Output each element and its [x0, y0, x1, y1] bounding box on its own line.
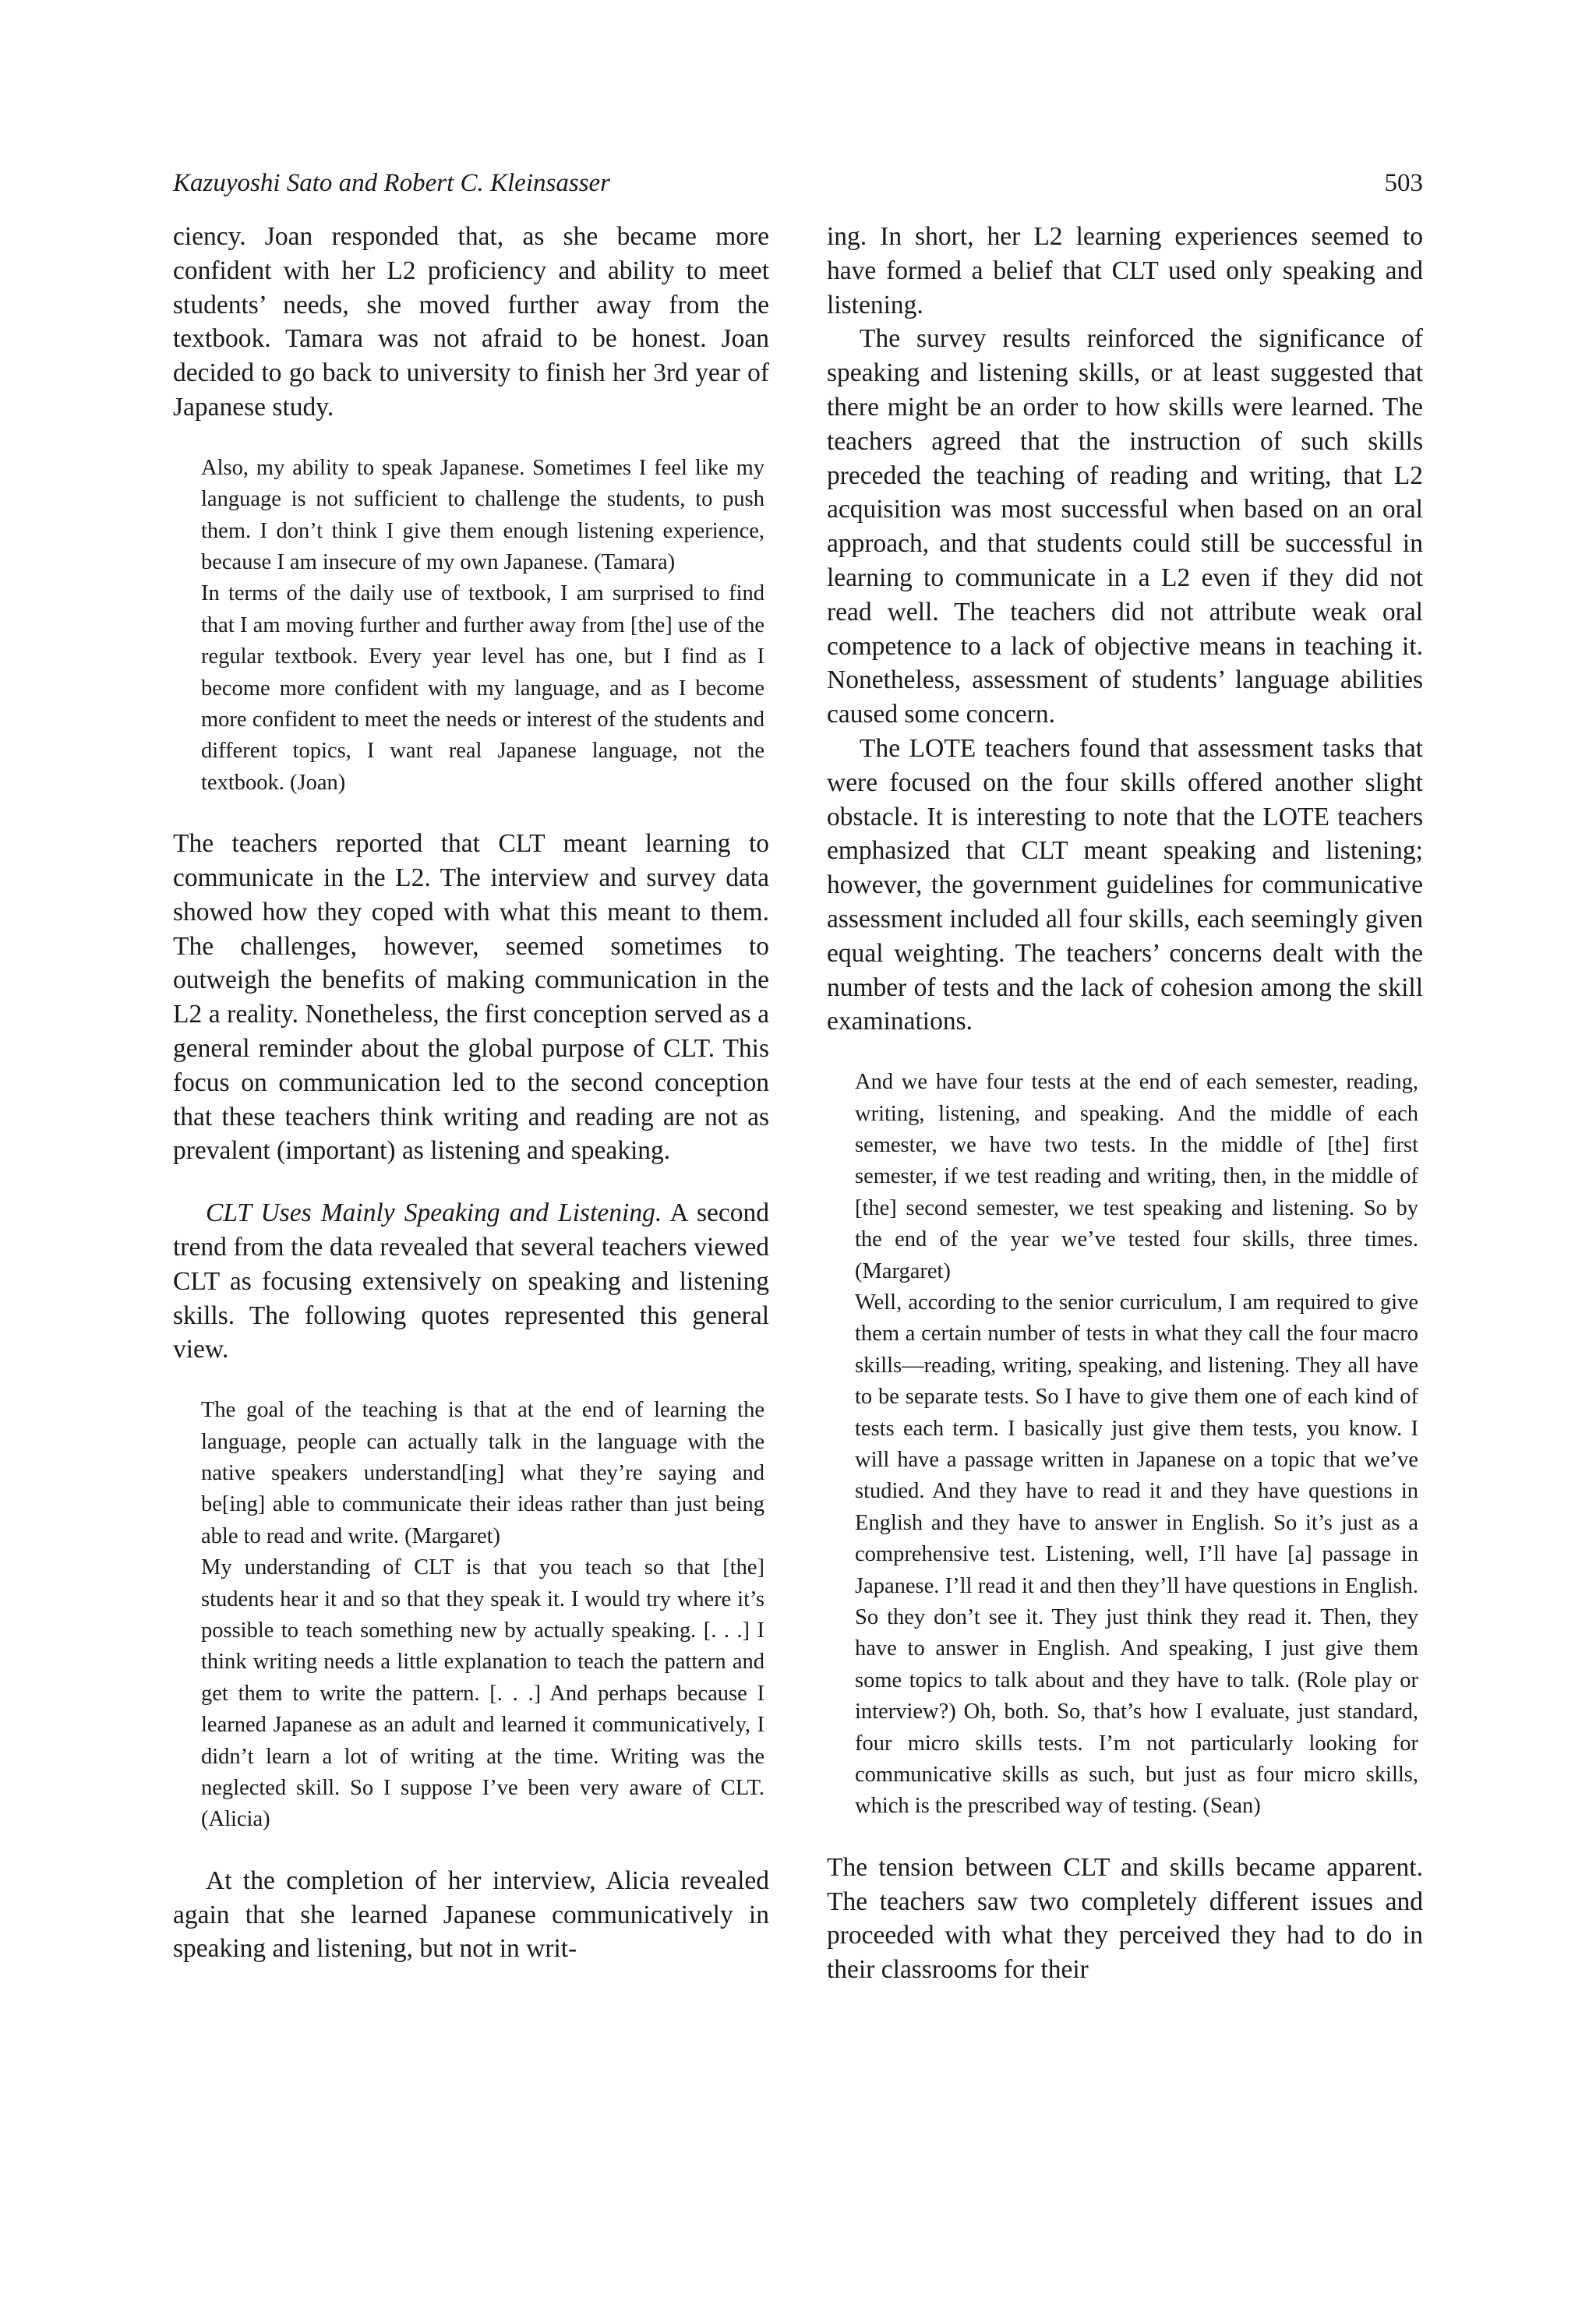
paragraph: The teachers reported that CLT meant learning to communicate in the L2. The interview and survey data showed how they coped with what this meant to them. The challenges, however, seemed sometimes to outweigh the benefits of making communication in the L2 a reality. Nonetheless, the first conception served as a general reminder about the global purpose of CLT. This focus on communication led to the second conception that these teachers think writing and reading are not as prevalent (important) as listening and speaking. [173, 829, 769, 1166]
paragraph-text: A second trend from the data revealed that several teachers viewed CLT as focusing extensively on speaking and listening skills. The following quotes represented this general view. [173, 1198, 769, 1364]
paragraph: ciency. Joan responded that, as she became more confident with her L2 proficiency and ability to meet students’ needs, she moved further away from the textbook. Tamara was not afraid to be honest. Joan decided to go back to university to finish her 3rd year of Japanese study. [173, 222, 769, 422]
paragraph: The tension between CLT and skills became apparent. The teachers saw two completely different issues and proceeded with what they perceived they had to do in their classrooms for their [827, 1852, 1423, 1985]
right-column [827, 220, 1423, 1987]
block-quote [855, 1067, 1423, 1823]
page-number: 503 [1384, 169, 1423, 197]
paragraph: ing. In short, her L2 learning experiences seemed to have formed a belief that CLT used only speaking and listening. [827, 222, 1423, 319]
running-head: Kazuyoshi Sato and Robert C. Kleinsasser [173, 169, 611, 197]
left-column [173, 220, 769, 1966]
paragraph: At the completion of her interview, Alicia revealed again that she learned Japanese communicatively in speaking and listening, but not in writ- [173, 1865, 769, 1964]
page-header [173, 165, 1423, 201]
quote-paragraph: And we have four tests at the end of each semester, reading, writing, listening, and speaking. And the middle of each semester, we have two tests. In the middle of [the] first semester, if we test reading and writing, then, in the middle of [the] second semester, we test speaking and listening. So by the end of the year we’ve tested four skills, three times. (Margaret) [855, 1070, 1418, 1283]
block-quote [201, 1395, 769, 1836]
paragraph: The LOTE teachers found that assessment tasks that were focused on the four skills offered another slight obstacle. It is interesting to note that the LOTE teachers emphasized that CLT meant speaking and listening; however, the government guidelines for communicative assessment included all four skills, each seemingly given equal weighting. The teachers’ concerns dealt with the number of tests and the lack of cohesion among the skill examinations. [827, 733, 1423, 1036]
section-subheading: CLT Uses Mainly Speaking and Listening. [206, 1198, 662, 1228]
quote-paragraph: Also, my ability to speak Japanese. Sometimes I feel like my language is not sufficient to challenge the students, to push them. I don’t think I give them enough listening experience, because I am insecure of my own Japanese. (Tamara) [201, 455, 764, 574]
quote-paragraph: My understanding of CLT is that you teach so that [the] students hear it and so that they speak it. I would try where it’s possible to teach something new by actually speaking. [. . .] I think writing needs a little explanation to teach the pattern and get them to write the pattern. [. . .] And perhaps because I learned Japanese as an adult and learned it communicatively, I didn’t learn a lot of writing at the time. Writing was the neglected skill. So I suppose I’ve been very aware of CLT. (Alicia) [201, 1555, 764, 1832]
block-quote [201, 453, 769, 799]
quote-paragraph: The goal of the teaching is that at the end of learning the language, people can actually talk in the language with the native speakers understand[ing] what they’re saying and be[ing] able to communicate their ideas rather than just being able to read and write. (Margaret) [201, 1398, 764, 1548]
quote-paragraph: Well, according to the senior curriculum, I am required to give them a certain number of tests in what they call the four macro skills—reading, writing, speaking, and listening. They all have to be separate tests. So I have to give them one of each kind of tests each term. I basically just give them tests, you know. I will have a passage written in Japanese on a topic that we’ve studied. And they have to read it and they have questions in English and they have to answer in English. So it’s just as a comprehensive test. Listening, well, I’ll have [a] passage in Japanese. I’ll read it and then they’ll have questions in English. So they don’t see it. They just think they read it. Then, they have to answer in English. And speaking, I just give them some topics to talk about and they have to talk. (Role play or interview?) Oh, both. So, that’s how I evaluate, just standard, four micro skills tests. I’m not particularly looking for communicative skills as such, but just as four micro skills, which is the prescribed way of testing. (Sean) [855, 1290, 1418, 1819]
paragraph [173, 1196, 769, 1367]
paragraph: The survey results reinforced the significance of speaking and listening skills, or at least suggested that there might be an order to how skills were learned. The teachers agreed that the instruction of such skills preceded the teaching of reading and writing, that L2 acquisition was most successful when based on an oral approach, and that students could still be successful in learning to communicate in a L2 even if they did not read well. The teachers did not attribute weak oral competence to a lack of objective means in teaching it. Nonetheless, assessment of students’ language abilities caused some concern. [827, 324, 1423, 729]
quote-paragraph: In terms of the daily use of textbook, I am surprised to find that I am moving further and further away from [the] use of the regular textbook. Every year level has one, but I find as I become more confident with my language, and as I become more confident to meet the needs or interest of the students and different topics, I want real Japanese language, not the textbook. (Joan) [201, 581, 764, 795]
